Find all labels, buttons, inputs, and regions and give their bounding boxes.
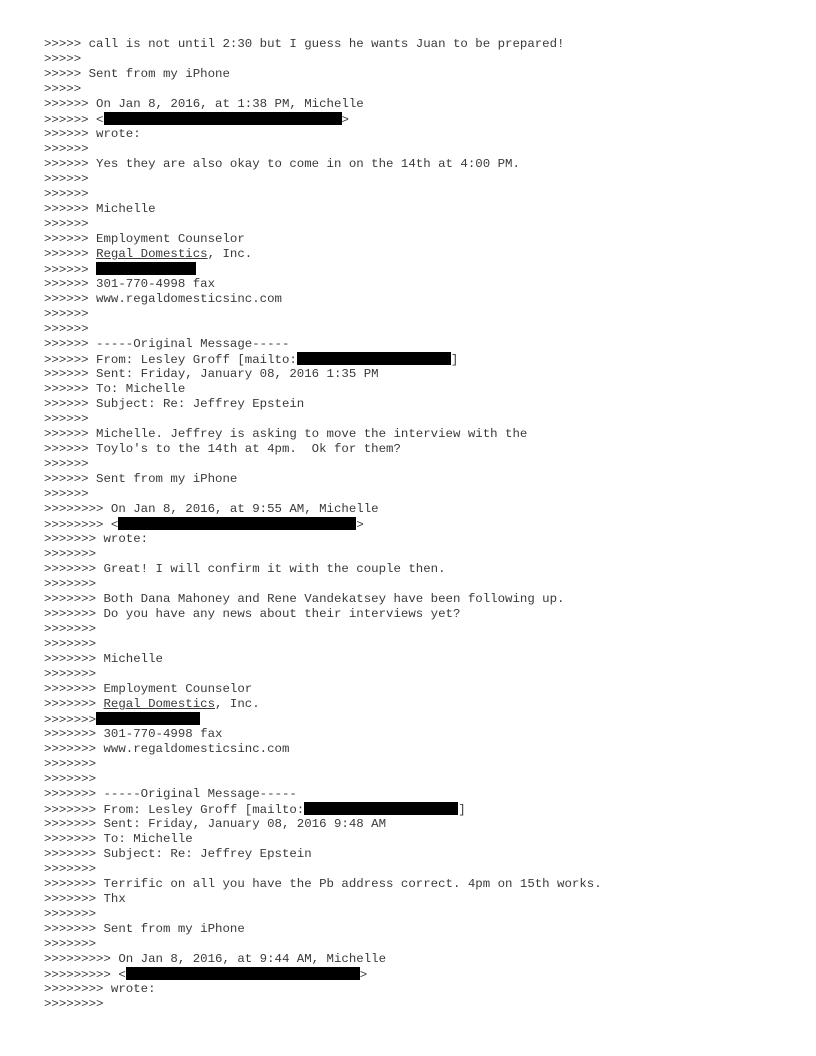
document-line: >>>>>> Sent: Friday, January 08, 2016 1:35 PM <box>44 367 379 381</box>
redaction-block <box>126 967 360 980</box>
document-line: >>>>>> <box>44 322 89 336</box>
document-line: >>>>>>> <box>44 667 97 681</box>
document-line: >>>>>>> Great! I will confirm it with the couple then. <box>44 562 446 576</box>
document-line: >>>>>> Toylo's to the 14th at 4pm. Ok for them? <box>44 442 401 456</box>
document-line <box>44 352 784 367</box>
document-line: >>>>>> <box>44 142 89 156</box>
document-line: >>>>> Sent from my iPhone <box>44 67 230 81</box>
document-line: >>>>>> Employment Counselor <box>44 232 245 246</box>
company-name: Regal Domestics <box>96 247 208 261</box>
document-line: >>>>>> <box>44 457 89 471</box>
document-line: >>>>>> <box>44 412 89 426</box>
document-line: >>>>>>> Terrific on all you have the Pb address correct. 4pm on 15th works. <box>44 877 602 891</box>
document-line: >>>>>>> Michelle <box>44 652 163 666</box>
line-text: >>>>>>> <box>44 713 97 727</box>
document-line: >>>>>> <box>44 172 89 186</box>
document-line: >>>>>>> Both Dana Mahoney and Rene Vandekatsey have been following up. <box>44 592 565 606</box>
redaction-block <box>104 112 342 125</box>
redaction-block <box>304 802 458 815</box>
redaction-block <box>96 262 196 275</box>
line-text: >>>>>> <box>44 247 97 261</box>
document-line: >>>>>>> <box>44 577 97 591</box>
document-line: >>>>>>> <box>44 622 97 636</box>
document-line: >>>>>> Subject: Re: Jeffrey Epstein <box>44 397 305 411</box>
document-line: >>>>>>> Sent: Friday, January 08, 2016 9:48 AM <box>44 817 387 831</box>
line-text: >>>>>> <box>44 263 97 277</box>
document-line: >>>>>>> <box>44 862 97 876</box>
document-line: >>>>>>> www.regaldomesticsinc.com <box>44 742 290 756</box>
line-text: >>>>>>>> < <box>44 518 119 532</box>
document-line: >>>>>>> <box>44 757 97 771</box>
document-line: >>>>>> <box>44 307 89 321</box>
line-text: , Inc. <box>215 697 260 711</box>
document-line <box>44 712 784 727</box>
document-line: >>>>>>> Do you have any news about their interviews yet? <box>44 607 461 621</box>
document-line: >>>>>> wrote: <box>44 127 141 141</box>
document-line: >>>>>> www.regaldomesticsinc.com <box>44 292 282 306</box>
document-line <box>44 247 784 262</box>
document-line: >>>>>> Michelle <box>44 202 156 216</box>
redaction-block <box>297 352 451 365</box>
document-line: >>>>>> <box>44 187 89 201</box>
document-line: >>>>>> <box>44 217 89 231</box>
line-text: >>>>>> < <box>44 113 104 127</box>
document-line: >>>>>>> Sent from my iPhone <box>44 922 245 936</box>
document-line: >>>>>>> <box>44 547 97 561</box>
line-text: ] <box>458 803 466 817</box>
document-line: >>>>>> -----Original Message----- <box>44 337 290 351</box>
document-line: >>>>>>> wrote: <box>44 532 149 546</box>
document-line <box>44 697 784 712</box>
line-text: >>>>>>>>> < <box>44 968 126 982</box>
document-line: >>>>>>> <box>44 637 97 651</box>
document-line: >>>>>>> <box>44 772 97 786</box>
document-line <box>44 967 784 982</box>
document-line: >>>>>>> -----Original Message----- <box>44 787 297 801</box>
document-line <box>44 802 784 817</box>
redaction-block <box>118 517 356 530</box>
line-text: , Inc. <box>207 247 253 261</box>
document-line: >>>>>>> Thx <box>44 892 126 906</box>
document-line: >>>>>>>> <box>44 997 104 1011</box>
line-text: >>>>>>> From: Lesley Groff [mailto: <box>44 803 305 817</box>
line-text: >>>>>>> <box>44 697 104 711</box>
document-line <box>44 112 784 127</box>
document-line: >>>>>> <box>44 487 89 501</box>
document-line: >>>>>>>>> On Jan 8, 2016, at 9:44 AM, Michelle <box>44 952 387 966</box>
document-line: >>>>>>>> wrote: <box>44 982 156 996</box>
document-line: >>>>>> To: Michelle <box>44 382 186 396</box>
document-line: >>>>>> 301-770-4998 fax <box>44 277 216 291</box>
document-line: >>>>>>> Subject: Re: Jeffrey Epstein <box>44 847 312 861</box>
document-line: >>>>>> Michelle. Jeffrey is asking to move the interview with the <box>44 427 528 441</box>
document-line: >>>>>>> <box>44 937 97 951</box>
company-name: Regal Domestics <box>103 697 216 711</box>
document-line: >>>>> <box>44 82 82 96</box>
email-thread-document <box>44 37 784 1012</box>
document-line: >>>>>> On Jan 8, 2016, at 1:38 PM, Michelle <box>44 97 364 111</box>
line-text: > <box>359 968 368 982</box>
document-line: >>>>>>> 301-770-4998 fax <box>44 727 223 741</box>
line-text: >>>>>> From: Lesley Groff [mailto: <box>44 353 297 367</box>
document-line: >>>>>>> Employment Counselor <box>44 682 253 696</box>
document-line: >>>>>> Sent from my iPhone <box>44 472 238 486</box>
line-text: > <box>356 518 364 532</box>
document-line: >>>>>>>> On Jan 8, 2016, at 9:55 AM, Michelle <box>44 502 379 516</box>
document-line <box>44 262 784 277</box>
document-line: >>>>>>> <box>44 907 97 921</box>
document-line: >>>>> call is not until 2:30 but I guess he wants Juan to be prepared! <box>44 37 565 51</box>
line-text: ] <box>450 353 459 367</box>
document-line: >>>>>> Yes they are also okay to come in on the 14th at 4:00 PM. <box>44 157 520 171</box>
document-line: >>>>> <box>44 52 82 66</box>
document-line: >>>>>>> To: Michelle <box>44 832 193 846</box>
redaction-block <box>96 712 200 725</box>
document-line <box>44 517 784 532</box>
line-text: > <box>341 113 349 127</box>
